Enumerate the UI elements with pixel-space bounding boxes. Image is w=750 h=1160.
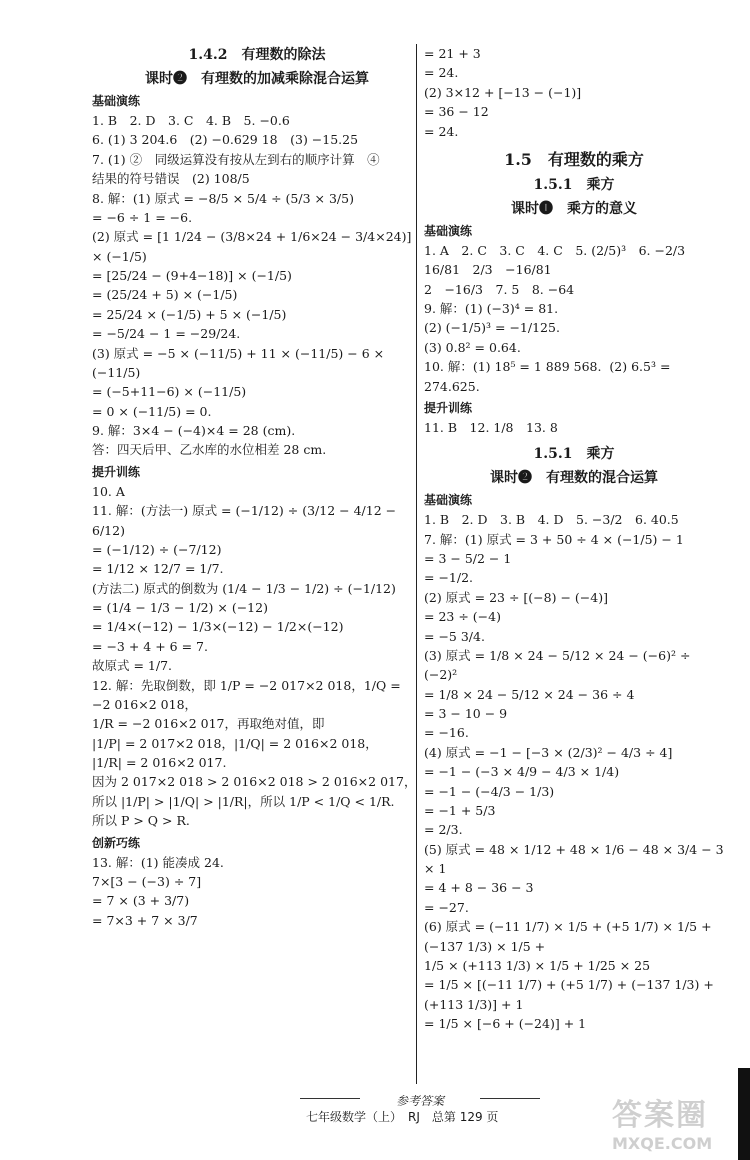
answer-line: = 24. <box>424 123 459 139</box>
practice-section-label: 提升训练 <box>92 464 141 479</box>
answer-line: = 21 + 3 <box>424 46 481 61</box>
answer-line: = 1/5 × [(−11 1/7) + (+5 1/7) + (−137 1/3) + (+113 1/3)] + 1 <box>424 977 718 1012</box>
answer-line: = 7 × (3 + 3/7) <box>92 893 190 909</box>
answer-line: 9. 解：(1) (−3)⁴ = 81. <box>424 301 559 316</box>
answer-line: 11. B 12. 1/8 13. 8 <box>424 419 558 435</box>
footer-info: 七年级数学（上） RJ 总第 129 页 <box>306 1110 499 1124</box>
answer-line: = −16. <box>424 725 469 741</box>
edge-tab <box>738 1068 750 1160</box>
answer-line: = (1/4 − 1/3 − 1/2) × (−12) <box>92 600 268 615</box>
answer-line: = 3 − 10 − 9 <box>424 706 508 721</box>
answer-line: = −1 + 5/3 <box>424 802 496 818</box>
sub-title-1-5-1-b: 1.5.1 乘方 <box>533 446 615 463</box>
answer-line: 11. 解：(方法一) 原式 = (−1/12) ÷ (3/12 − 4/12 − 6/12) <box>92 503 401 538</box>
footer-heading: 参考答案 <box>360 1092 480 1109</box>
answer-line: 6. (1) 3 204.6 (2) −0.629 18 (3) −15.25 <box>92 132 359 148</box>
basic-practice-label-3: 基础演练 <box>424 493 473 508</box>
answer-line: 1. B 2. D 3. B 4. D 5. −3/2 6. 40.5 <box>424 512 679 528</box>
answer-line: 7. (1) ② 同级运算没有按从左到右的顺序计算 ④ <box>92 151 380 167</box>
right-column <box>424 44 728 1033</box>
answer-line: 所以 P > Q > R. <box>92 813 190 829</box>
right-answer-lines-2 <box>424 510 728 1033</box>
lesson-title-power-meaning: 课时❶ 乘方的意义 <box>511 200 637 217</box>
basic-practice-label: 基础演练 <box>92 94 141 108</box>
answer-line: = (−5+11−6) × (−11/5) <box>92 384 247 400</box>
answer-line: 12. 解：先取倒数，即 1/P = −2 017×2 018，1/Q = −2 016×2 018， <box>92 677 405 712</box>
answer-line: (2) 原式 = 23 ÷ [(−8) − (−4)] <box>424 589 608 605</box>
practice-section-label: 创新巧练 <box>92 835 141 850</box>
section-title-1-4-2: 1.4.2 有理数的除法 <box>188 47 326 63</box>
answer-line: = −1 − (−3 × 4/9 − 4/3 × 1/4) <box>424 764 620 780</box>
answer-line: (方法二) 原式的倒数为 (1/4 − 1/3 − 1/2) ÷ (−1/12) <box>92 580 396 596</box>
answer-line: = −6 ÷ 1 = −6. <box>92 209 193 225</box>
answer-line: 10. A <box>92 483 125 499</box>
answer-line: 13. 解：(1) 能凑成 24. <box>92 854 224 870</box>
answer-line: 故原式 = 1/7. <box>92 658 173 674</box>
answer-line: 7. 解：(1) 原式 = 3 + 50 ÷ 4 × (−1/5) − 1 <box>424 531 684 547</box>
section-title-1-5: 1.5 有理数的乘方 <box>504 149 644 169</box>
answer-line: = (−1/12) ÷ (−7/12) <box>92 541 222 557</box>
right-top-lines <box>424 44 724 141</box>
answer-line: (2) 3×12 + [−13 − (−1)] <box>424 84 582 100</box>
answer-line: = 2/3. <box>424 822 463 838</box>
watermark-logo <box>612 1090 742 1154</box>
answer-line: = 3 − 5/2 − 1 <box>424 551 512 566</box>
answer-line: 7×[3 − (−3) ÷ 7] <box>92 873 202 889</box>
answer-line: = 1/5 × [−6 + (−24)] + 1 <box>424 1016 587 1031</box>
basic-practice-label-2: 基础演练 <box>424 223 473 238</box>
answer-line: 因为 2 017×2 018 > 2 016×2 018 > 2 016×2 017， <box>92 774 417 790</box>
right-answer-lines-1 <box>424 241 724 437</box>
answer-line: (3) 0.8² = 0.64. <box>424 339 521 355</box>
answer-line: 1. A 2. C 3. C 4. C 5. (2/5)³ 6. −2/3 16/81 2/3 −16/81 <box>424 242 698 278</box>
answer-line: = −5 3/4. <box>424 628 485 644</box>
lesson-title-mixed-power: 课时❷ 有理数的混合运算 <box>490 470 658 487</box>
answer-line: |1/R| = 2 016×2 017. <box>92 755 227 770</box>
answer-line: = 1/12 × 12/7 = 1/7. <box>92 561 224 577</box>
answer-line: (2) 原式 = [1 1/24 − (3/8×24 + 1/6×24 − 3/4×24)] × (−1/5) <box>92 229 416 264</box>
answer-line: 9. 解：3×4 − (−4)×4 = 28 (cm). <box>92 423 296 438</box>
answer-line: 结果的符号错误 (2) 108/5 <box>92 171 250 187</box>
answer-line: 8. 解：(1) 原式 = −8/5 × 5/4 ÷ (5/3 × 3/5) <box>92 190 354 206</box>
answer-line: = 25/24 × (−1/5) + 5 × (−1/5) <box>92 306 287 322</box>
answer-line: 所以 |1/P| > |1/Q| > |1/R|，所以 1/P < 1/Q < 1/R. <box>92 793 395 809</box>
answer-line: = [25/24 − (9+4−18)] × (−1/5) <box>92 268 292 283</box>
answer-line: = 7×3 + 7 × 3/7 <box>92 912 198 928</box>
left-column <box>92 44 422 930</box>
answer-line: (2) (−1/5)³ = −1/125. <box>424 320 560 336</box>
answer-line: = (25/24 + 5) × (−1/5) <box>92 287 238 303</box>
answer-line: = 24. <box>424 65 459 81</box>
watermark-url: MXQE.COM <box>612 1134 713 1153</box>
answer-line: = 36 − 12 <box>424 104 489 120</box>
answer-line: |1/P| = 2 017×2 018，|1/Q| = 2 016×2 018， <box>92 735 378 751</box>
answer-line: = −27. <box>424 899 469 915</box>
answer-line: = 4 + 8 − 36 − 3 <box>424 880 534 896</box>
answer-line: 10. 解：(1) 18⁵ = 1 889 568. (2) 6.5³ = 274.625. <box>424 359 675 394</box>
sub-title-1-5-1-a: 1.5.1 乘方 <box>533 176 615 193</box>
answer-line: 答：四天后甲、乙水库的水位相差 28 cm. <box>92 442 327 458</box>
answer-line: (3) 原式 = 1/8 × 24 − 5/12 × 24 − (−6)² ÷ (−2)² <box>424 647 695 683</box>
answer-line: = −1/2. <box>424 570 474 586</box>
answer-line: = −1 − (−4/3 − 1/3) <box>424 783 555 799</box>
answer-line: (6) 原式 = (−11 1/7) × 1/5 + (+5 1/7) × 1/5 + (−137 1/3) × 1/5 + <box>424 919 716 954</box>
answer-line: 2 −16/3 7. 5 8. −64 <box>424 281 575 297</box>
answer-line: (3) 原式 = −5 × (−11/5) + 11 × (−11/5) − 6 × (−11/5) <box>92 345 389 380</box>
answer-line: 1/R = −2 016×2 017，再取绝对值，即 <box>92 716 325 732</box>
practice-section-label: 提升训练 <box>424 400 473 415</box>
left-answer-lines <box>92 111 422 930</box>
answer-line: = −3 + 4 + 6 = 7. <box>92 638 208 654</box>
answer-line: = 0 × (−11/5) = 0. <box>92 403 212 419</box>
answer-line: (5) 原式 = 48 × 1/12 + 48 × 1/6 − 48 × 3/4 − 3 × 1 <box>424 841 728 876</box>
lesson-title-mixed-operations: 课时❷ 有理数的加减乘除混合运算 <box>145 71 369 87</box>
answer-line: 1/5 × (+113 1/3) × 1/5 + 1/25 × 25 <box>424 957 651 973</box>
answer-line: = 1/4×(−12) − 1/3×(−12) − 1/2×(−12) <box>92 619 344 635</box>
watermark-text: 答案圈 <box>612 1098 708 1133</box>
answer-line: = 23 ÷ (−4) <box>424 609 501 625</box>
answer-line: = 1/8 × 24 − 5/12 × 24 − 36 ÷ 4 <box>424 686 635 702</box>
answer-line: (4) 原式 = −1 − [−3 × (2/3)² − 4/3 ÷ 4] <box>424 744 673 760</box>
answer-line: 1. B 2. D 3. C 4. B 5. −0.6 <box>92 113 290 128</box>
answer-line: = −5/24 − 1 = −29/24. <box>92 326 241 342</box>
